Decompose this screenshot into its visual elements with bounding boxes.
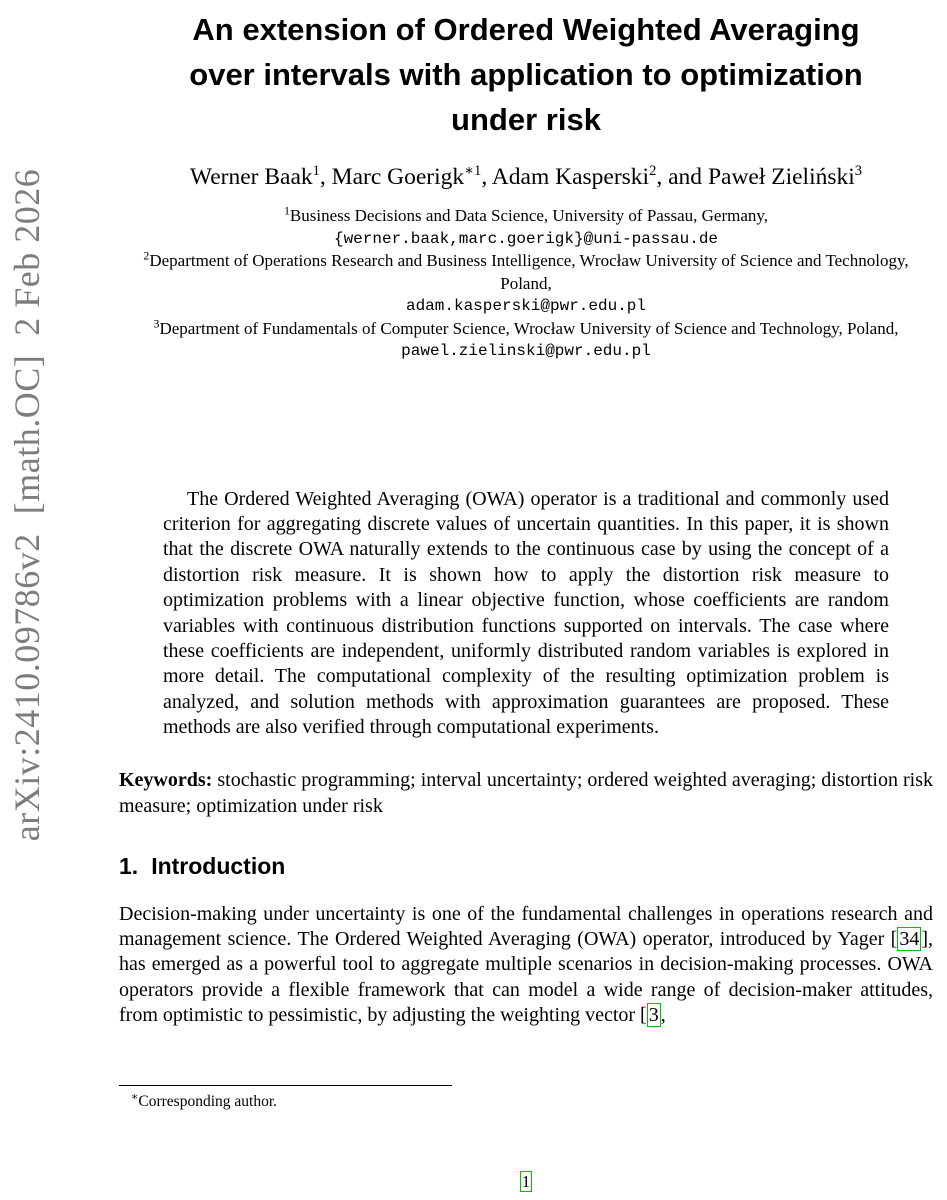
citation-link-3[interactable]: 3 <box>648 1004 659 1027</box>
keywords-label: Keywords: <box>119 768 213 791</box>
title-line-3: under risk <box>451 102 601 137</box>
title-line-2: over intervals with application to optimization <box>189 57 863 92</box>
affiliation-2-text: Department of Operations Research and Business Intelligence, Wrocław University of Science and Technology, Poland, <box>149 251 909 293</box>
author-4 <box>708 164 862 190</box>
author-1-affiliation-mark: 1 <box>312 163 320 180</box>
author-separator: , and <box>656 164 708 190</box>
author-3 <box>492 164 708 190</box>
affiliation-3-email: pawel.zielinski@pwr.edu.pl <box>401 342 651 360</box>
author-2-name: Marc Goerigk <box>331 164 465 190</box>
author-3-affiliation-mark: 2 <box>649 163 657 180</box>
intro-text-3: , <box>660 1004 666 1027</box>
author-separator: , <box>481 164 492 190</box>
author-1-name: Werner Baak <box>189 164 313 190</box>
section-title: Introduction <box>151 852 286 879</box>
paper-content <box>119 0 933 1029</box>
citation-link-34[interactable]: 34 <box>899 927 920 950</box>
page-number-container <box>119 1172 933 1192</box>
affiliation-1-text: Business Decisions and Data Science, University of Passau, Germany, <box>289 206 769 225</box>
affiliation-2 <box>119 250 933 318</box>
section-heading-introduction <box>119 853 933 880</box>
authors-line <box>119 164 933 191</box>
affiliation-3-text-line <box>119 315 933 341</box>
author-2 <box>332 164 492 190</box>
affiliation-2-mark: 2 <box>143 248 150 263</box>
section-number: 1. <box>119 852 139 879</box>
author-separator: , <box>319 164 332 190</box>
author-1 <box>190 164 332 190</box>
affiliation-2-email: adam.kasperski@pwr.edu.pl <box>405 297 647 315</box>
title-line-1: An extension of Ordered Weighted Averaging <box>192 12 860 47</box>
intro-text-1: Decision-making under uncertainty is one of the fundamental challenges in operations research and management science. The Ordered Weighted Averaging (OWA) operator, introduced by Yager [ <box>119 902 933 950</box>
footnote-area <box>119 1085 933 1111</box>
affiliation-3-text: Department of Fundamentals of Computer Science, Wrocław University of Science and Technology, Poland, <box>159 318 899 338</box>
intro-paragraph <box>119 902 933 1029</box>
arxiv-stamp-label: arXiv:2410.09786v2 [math.OC] 2 Feb 2026 <box>7 168 47 842</box>
author-4-affiliation-mark: 3 <box>854 163 863 180</box>
footnote-label: Corresponding author. <box>138 1093 277 1110</box>
author-2-affiliation-mark: ∗1 <box>464 163 482 180</box>
corresponding-author-footnote <box>119 1090 933 1111</box>
author-3-name: Adam Kasperski <box>491 164 650 190</box>
intro-text-2: ], has emerged as a powerful tool to aggregate multiple scenarios in decision-making processes. OWA operators provide a flexible framework that can model a wide range of decision-maker attitudes, from optimistic to pessimistic, by adjusting the weighting vector [ <box>119 927 933 1027</box>
affiliation-1-text-line <box>119 205 933 228</box>
footnote-marker: ∗ <box>131 1090 139 1103</box>
paper-title <box>119 0 933 142</box>
page-number[interactable]: 1 <box>521 1172 531 1191</box>
keywords-paragraph <box>119 767 933 819</box>
affiliation-2-text-line <box>119 250 933 295</box>
affiliation-3-mark: 3 <box>153 315 160 330</box>
keywords-text: stochastic programming; interval uncertainty; ordered weighted averaging; distortion risk measure; optimization under risk <box>119 768 934 817</box>
affiliation-1-mark: 1 <box>283 203 290 218</box>
abstract-paragraph: The Ordered Weighted Averaging (OWA) operator is a traditional and commonly used criterion for aggregating discrete values of uncertain quantities. In this paper, it is shown that the discrete OWA naturally extends to the continuous case by using the concept of a distortion risk measure. It is shown how to apply the distortion risk measure to optimization problems with a linear objective function, whose coefficients are random variables with continuous distribution functions supported on intervals. The case where these coefficients are independent, uniformly distributed random variables is explored in more detail. The computational complexity of the resulting optimization problem is analyzed, and solution methods with approximation guarantees are proposed. These methods are also verified through computational experiments. <box>163 487 889 739</box>
affiliation-3 <box>119 315 933 363</box>
footnote-rule <box>119 1085 452 1086</box>
author-4-name: Paweł Zieliński <box>707 164 855 190</box>
affiliation-1 <box>119 205 933 250</box>
affiliations-block <box>119 205 933 363</box>
affiliation-1-email: {werner.baak,marc.goerigk}@uni-passau.de <box>333 229 719 248</box>
